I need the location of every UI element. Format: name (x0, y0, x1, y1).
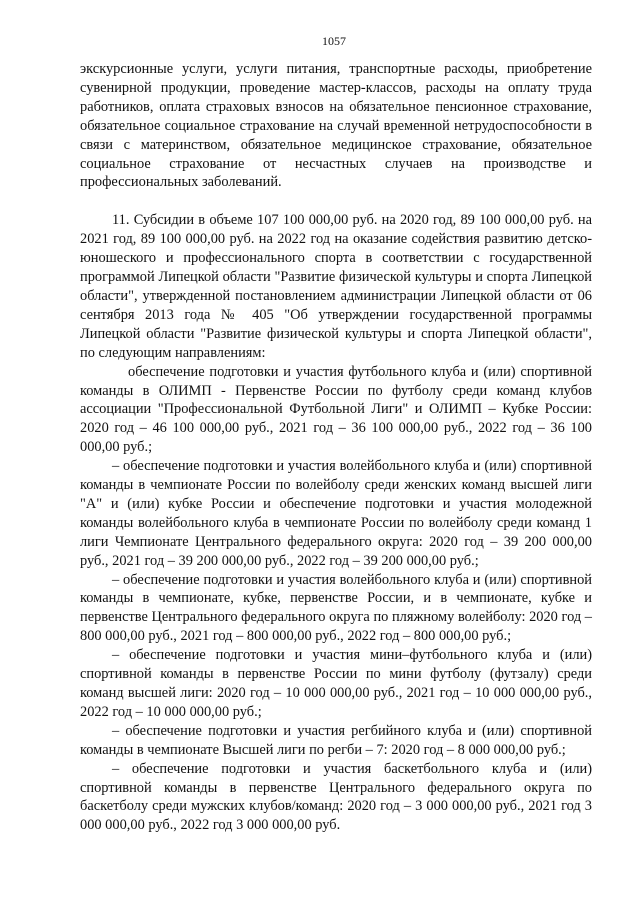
list-item-rugby: – обеспечение подготовки и участия регбийного клуба и (или) спортивной команды в чемпионате Высшей лиги по регби – 7: 2020 год – 8 000 000,00 руб.; (80, 722, 592, 758)
list-item-volleyball: – обеспечение подготовки и участия волейбольного клуба и (или) спортивной команды в чемпионате России по волейболу среди женских команд высшей лиги "А" и (или) кубке России и обеспечение подготовки и участия молодежной команды волейбольного клуба в чемпионате России по волейболу среди команд 1 лиги Чемпионате Центрального федерального округа: 2020 год – 39 200 000,00 руб., 2021 год – 39 200 000,00 руб., 2022 год – 39 200 000,00 руб.; (80, 458, 592, 569)
list-item-beach-volleyball: – обеспечение подготовки и участия волейбольного клуба и (или) спортивной команды в чемпионате, кубке, первенстве России, и в чемпионате, кубке и первенстве Центрального федерального округа по пляжному волейболу: 2020 год – 800 000,00 руб., 2021 год – 800 000,00 руб., 2022 год – 800 000,00 руб.; (80, 571, 592, 645)
paragraph-subsidies-11: 11. Субсидии в объеме 107 100 000,00 руб. на 2020 год, 89 100 000,00 руб. на 2021 год, 89 100 000,00 руб. на 2022 год на оказание содействия развитию детско-юношеского и профессионального спорта в соответствии с государственной программой Липецкой области "Развитие физической культуры и спорта Липецкой области", утвержденной постановлением администрации Липецкой области от 06 сентября 2013 года № 405 "Об утверждении государственной программы Липецкой области "Развитие физической культуры и спорта Липецкой области", по следующим направлениям: (80, 212, 592, 361)
list-item-basketball: – обеспечение подготовки и участия баскетбольного клуба и (или) спортивной команды в первенстве Центрального федерального округа по баскетболу среди мужских клубов/команд: 2020 год – 3 000 000,00 руб., 2021 год 3 000 000,00 руб., 2022 год 3 000 000,00 руб. (80, 760, 592, 834)
list-item-mini-football: – обеспечение подготовки и участия мини–футбольного клуба и (или) спортивной команды в первенстве России по мини футболу (футзалу) среди команд высшей лиги: 2020 год – 10 000 000,00 руб., 2021 год – 10 000 000,00 руб., 2022 год – 10 000 000,00 руб.; (80, 647, 592, 720)
page-number: 1057 (322, 34, 346, 48)
paragraph-expenses-continuation: экскурсионные услуги, услуги питания, транспортные расходы, приобретение сувенирной продукции, проведение мастер-классов, расходы на оплату труда работников, оплата страховых взносов на обязательное пенсионное страхование, обязательное социальное страхование на случай временной нетрудоспособности в связи с материнством, обязательное медицинское страхование, обязательное социальное страхование от несчастных случаев на производстве и профессиональных заболеваний. (80, 61, 592, 191)
paragraph-gap (80, 192, 592, 211)
list-item-football: обеспечение подготовки и участия футбольного клуба и (или) спортивной команды в ОЛИМП - Первенстве России по футболу среди команд клубов ассоциации "Профессиональной Футбольной Лиги" и ОЛИМП – Кубке России: 2020 год – 46 100 000,00 руб., 2021 год – 36 100 000,00 руб., 2022 год – 36 100 000,00 руб.; (80, 363, 592, 456)
